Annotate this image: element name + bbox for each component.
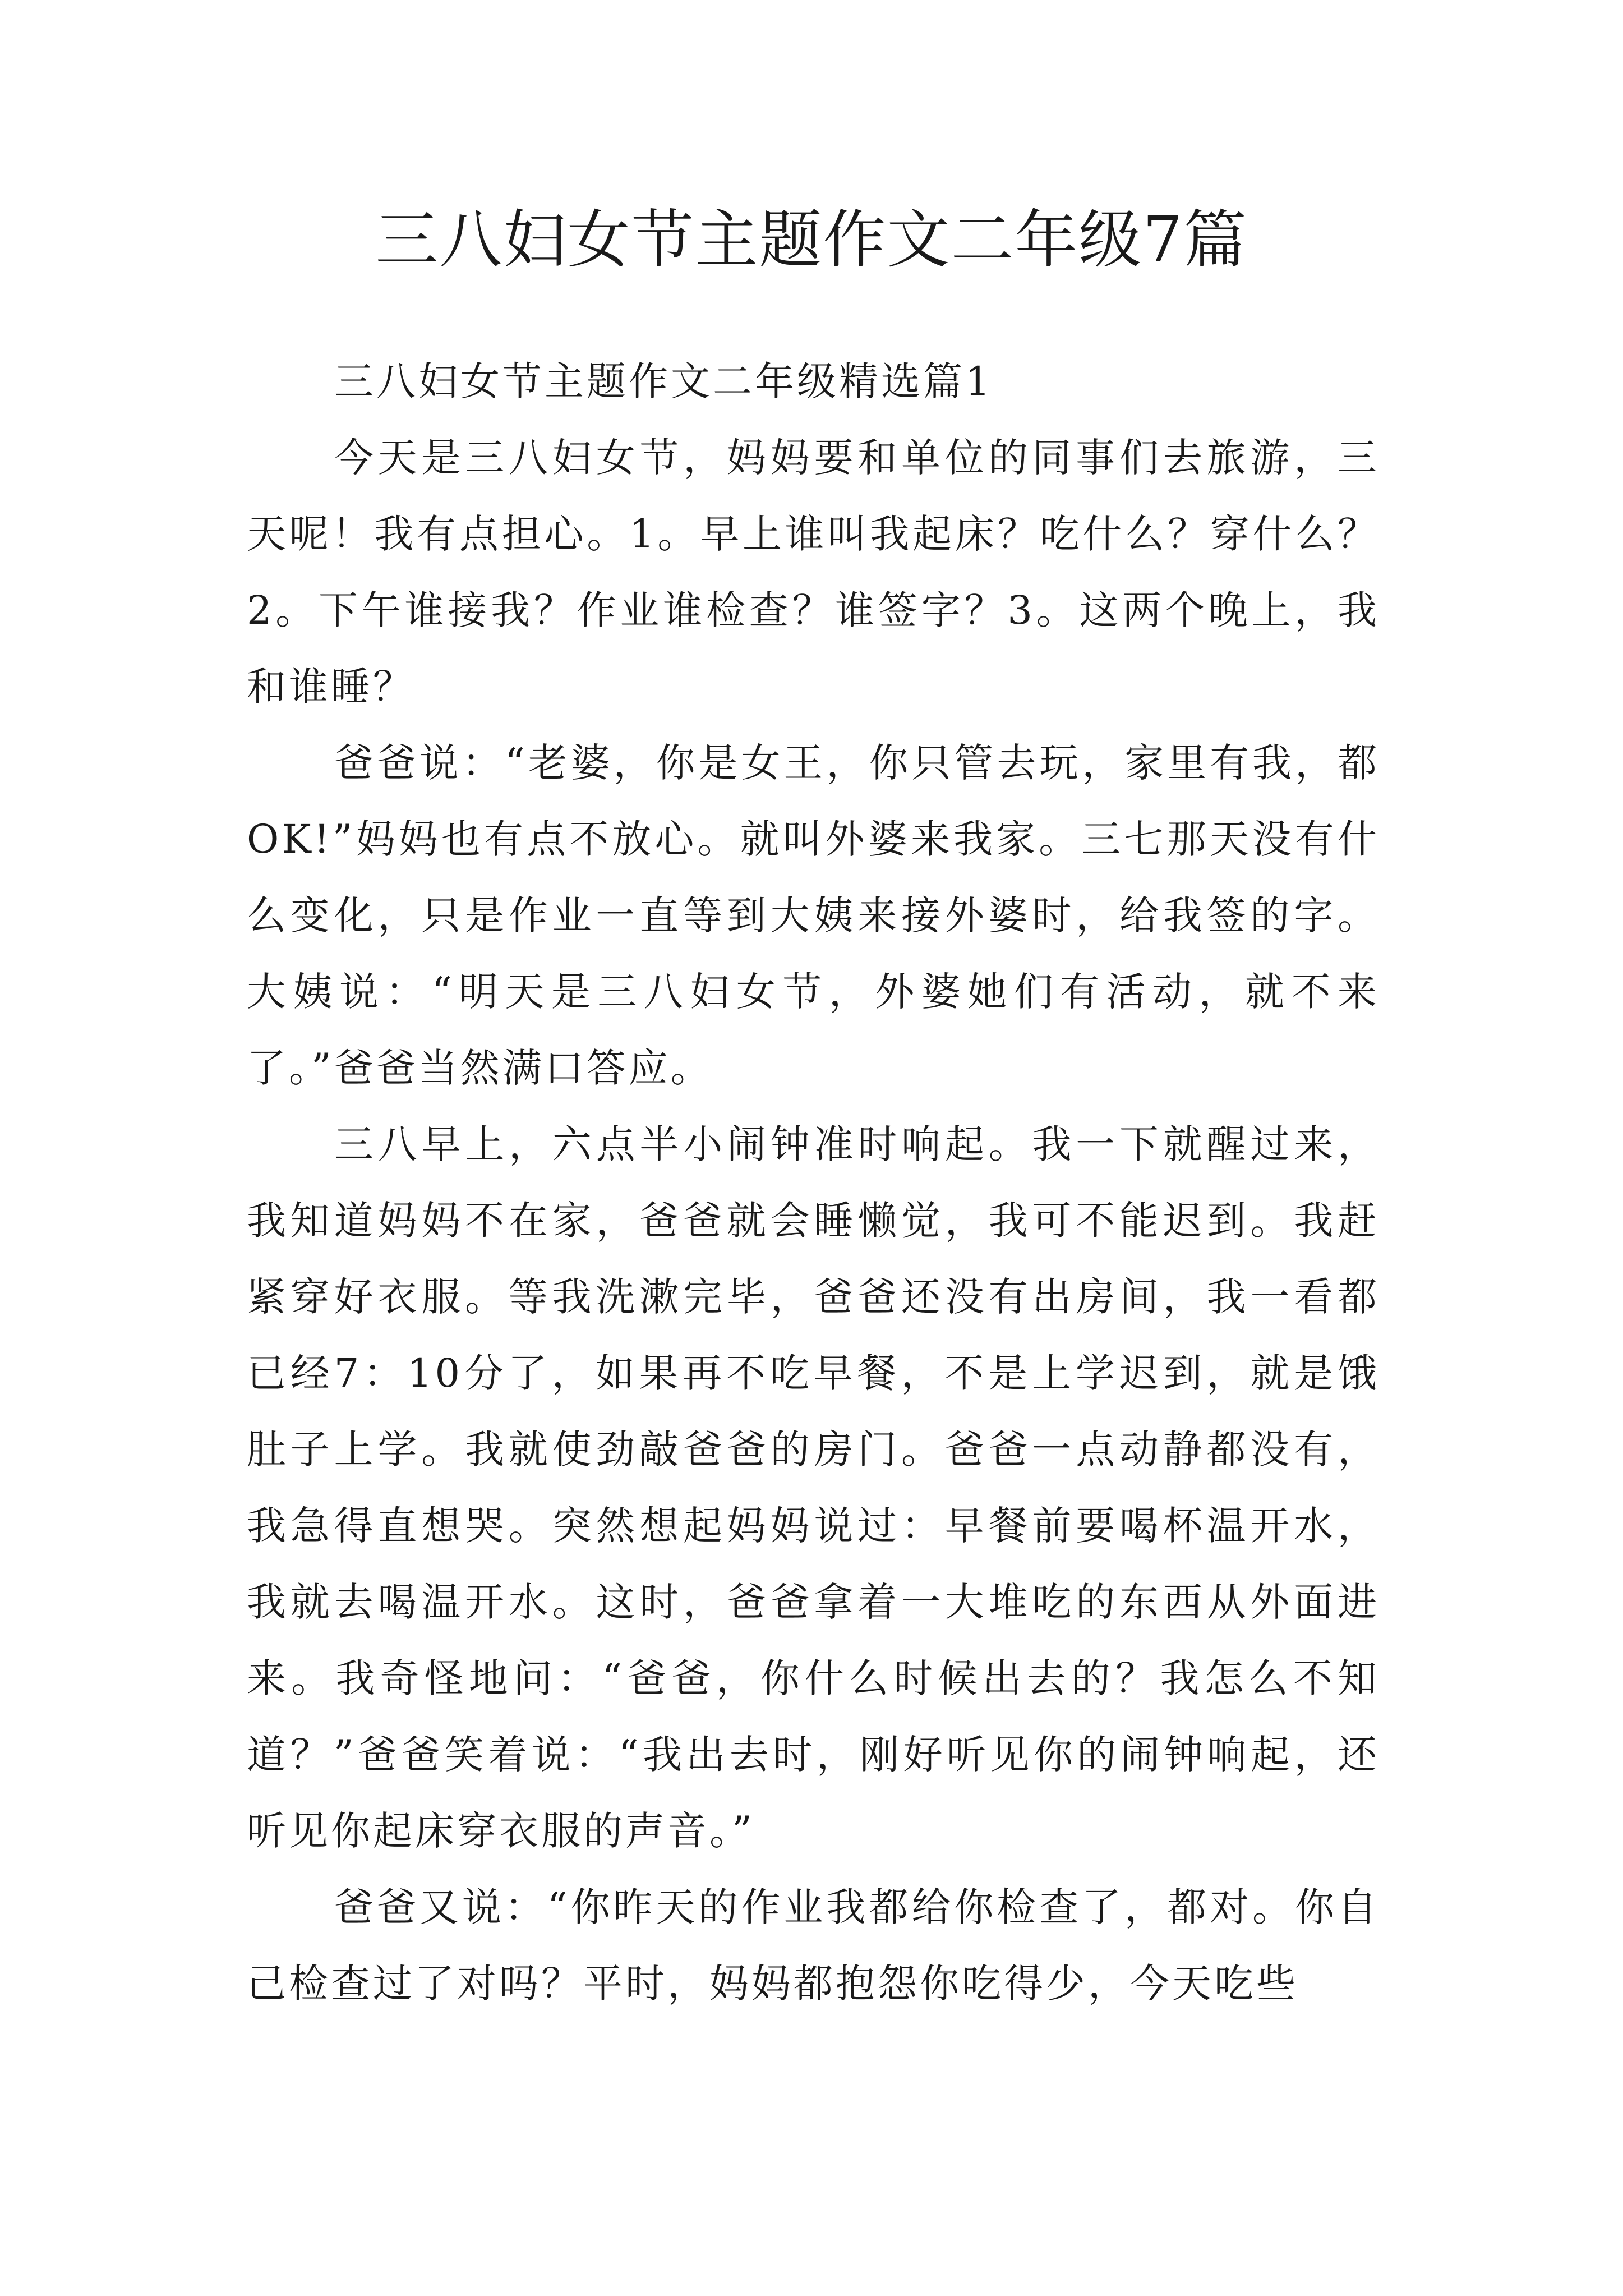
document-title: 三八妇女节主题作文二年级7篇 bbox=[375, 204, 1248, 277]
document-body bbox=[247, 343, 1380, 2022]
paragraph: 爸爸说：“老婆，你是女王，你只管去玩，家里有我，都OK!”妈妈也有点不放心。就叫外婆来我家。三七那天没有什么变化，只是作业一直等到大姨来接外婆时，给我签的字。大姨说：“明天是三八妇女节，外婆她们有活动，就不来了。”爸爸当然满口答应。 bbox=[247, 740, 1380, 1091]
paragraph: 三八早上，六点半小闹钟准时响起。我一下就醒过来，我知道妈妈不在家，爸爸就会睡懒觉，我可不能迟到。我赶紧穿好衣服。等我洗漱完毕，爸爸还没有出房间，我一看都已经7：10分了，如果再不吃早餐，不是上学迟到，就是饿肚子上学。我就使劲敲爸爸的房门。爸爸一点动静都没有，我急得直想哭。突然想起妈妈说过：早餐前要喝杯温开水，我就去喝温开水。这时，爸爸拿着一大堆吃的东西从外面进来。我奇怪地问：“爸爸，你什么时候出去的？我怎么不知道？”爸爸笑着说：“我出去时，刚好听见你的闹钟响起，还听见你起床穿衣服的声音。” bbox=[247, 1121, 1380, 1854]
paragraph: 爸爸又说：“你昨天的作业我都给你检查了，都对。你自己检查过了对吗？平时，妈妈都抱怨你吃得少，今天吃些 bbox=[247, 1884, 1380, 2007]
section-heading: 三八妇女节主题作文二年级精选篇1 bbox=[334, 358, 993, 404]
paragraph: 今天是三八妇女节，妈妈要和单位的同事们去旅游，三天呢！我有点担心。1。早上谁叫我起床？吃什么？穿什么？2。下午谁接我？作业谁检查？谁签字？3。这两个晚上，我和谁睡？ bbox=[247, 435, 1380, 710]
